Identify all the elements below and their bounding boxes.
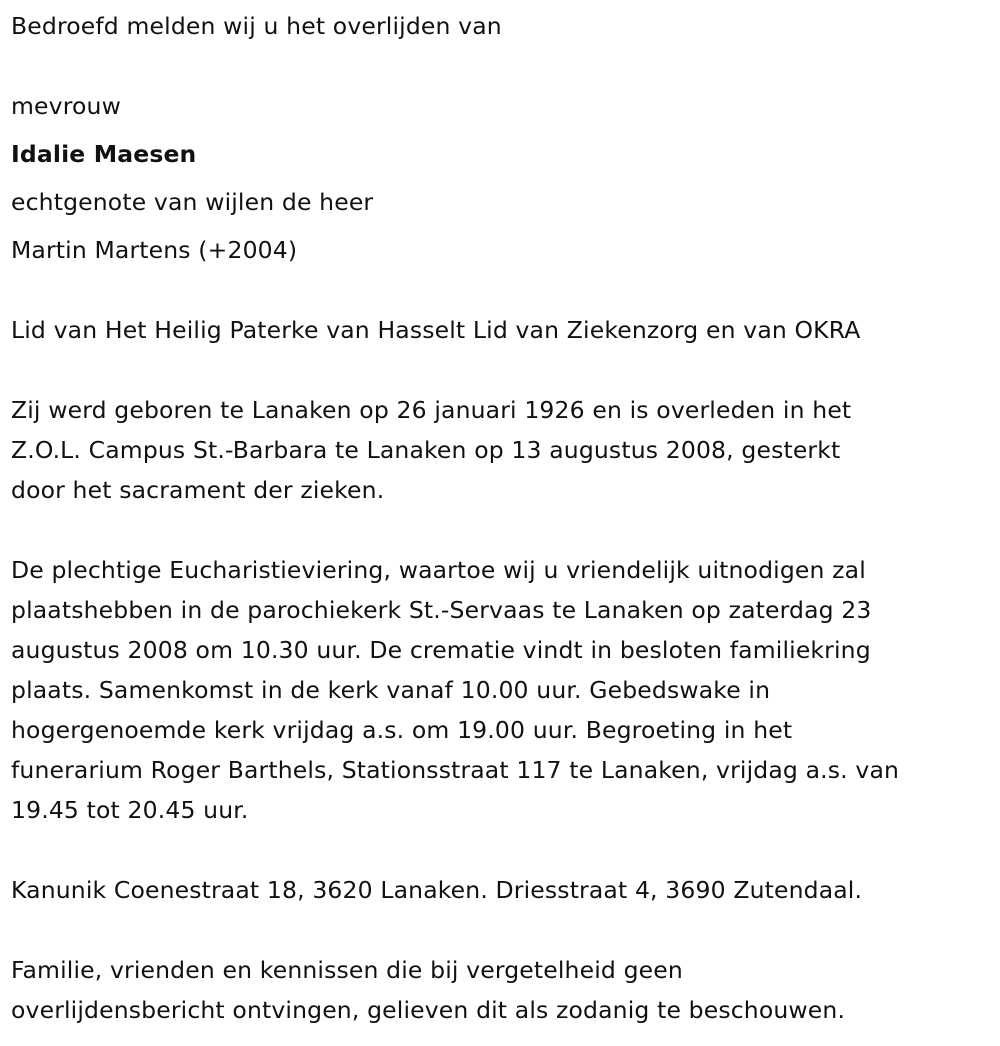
- relation-text: echtgenote van wijlen de heer: [11, 188, 374, 216]
- deceased-name: Idalie Maesen: [11, 140, 197, 168]
- intro-text: Bedroefd melden wij u het overlijden van: [11, 12, 502, 40]
- paragraph-line: funerarium Roger Barthels, Stationsstraat 117 te Lanaken, vrijdag a.s. van: [11, 756, 900, 784]
- paragraph-line: door het sacrament der zieken.: [11, 476, 385, 504]
- spouse-name: Martin Martens (+2004): [11, 236, 298, 264]
- memberships-text: Lid van Het Heilig Paterke van Hasselt Lid van Ziekenzorg en van OKRA: [11, 316, 861, 344]
- paragraph-line: plaatshebben in de parochiekerk St.-Servaas te Lanaken op zaterdag 23: [11, 596, 872, 624]
- honorific-text: mevrouw: [11, 92, 121, 120]
- paragraph-line: Familie, vrienden en kennissen die bij vergetelheid geen: [11, 956, 683, 984]
- addresses-text: Kanunik Coenestraat 18, 3620 Lanaken. Driesstraat 4, 3690 Zutendaal.: [11, 876, 863, 904]
- paragraph-line: 19.45 tot 20.45 uur.: [11, 796, 249, 824]
- paragraph-line: Z.O.L. Campus St.-Barbara te Lanaken op 13 augustus 2008, gesterkt: [11, 436, 841, 464]
- paragraph-line: Zij werd geboren te Lanaken op 26 januari 1926 en is overleden in het: [11, 396, 852, 424]
- paragraph-line: De plechtige Eucharistieviering, waartoe wij u vriendelijk uitnodigen zal: [11, 556, 866, 584]
- paragraph-line: augustus 2008 om 10.30 uur. De crematie vindt in besloten familiekring: [11, 636, 871, 664]
- paragraph-line: hogergenoemde kerk vrijdag a.s. om 19.00 uur. Begroeting in het: [11, 716, 793, 744]
- paragraph-line: plaats. Samenkomst in de kerk vanaf 10.00 uur. Gebedswake in: [11, 676, 771, 704]
- paragraph-line: overlijdensbericht ontvingen, gelieven dit als zodanig te beschouwen.: [11, 996, 846, 1024]
